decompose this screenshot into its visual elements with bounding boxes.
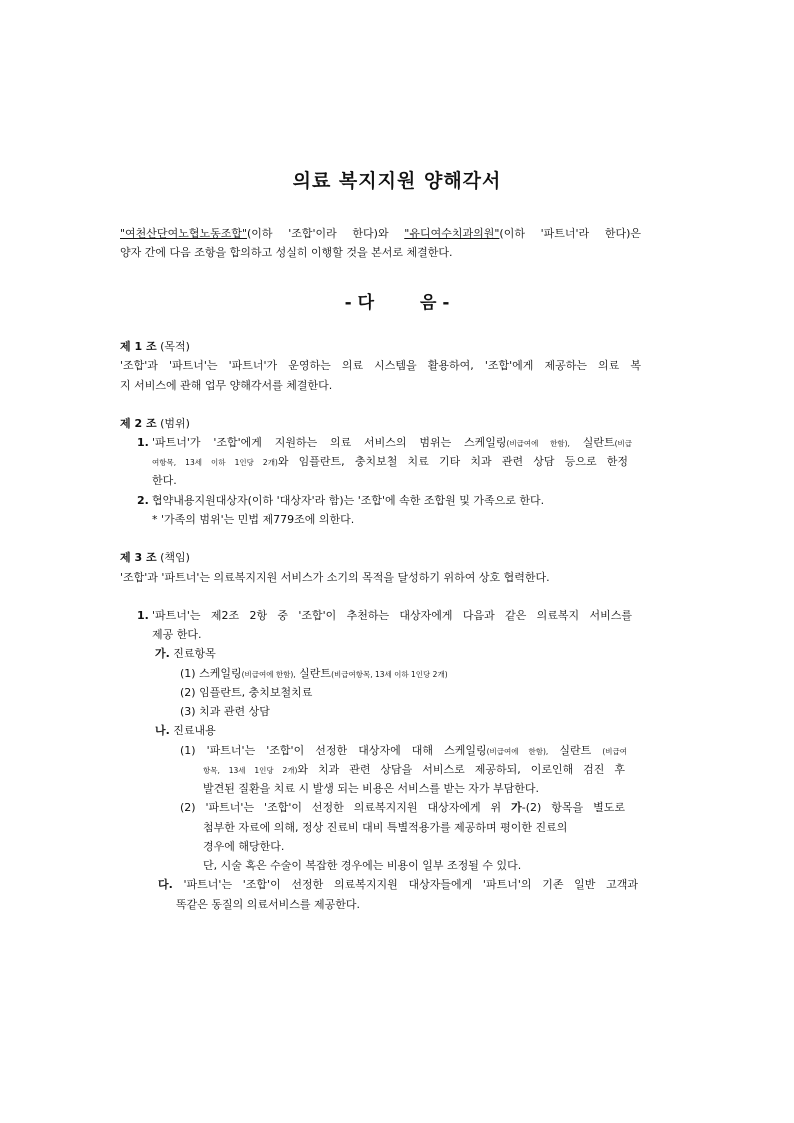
- clause-na-item-2-line-4: 단, 시술 혹은 수술이 복잡한 경우에는 비용이 일부 조정될 수 있다.: [203, 859, 522, 872]
- clause-na-item-2-line-2: 첨부한 자료에 의해, 정상 진료비 대비 특별적용가를 제공하며 평이한 진료의: [203, 821, 568, 834]
- section-heading: - 다 음 -: [344, 293, 450, 313]
- document-title: 의료 복지지원 양해각서: [292, 170, 502, 192]
- clause-na-item-1-line-1: (1) '파트너'는 '조합'이 선정한 대상자에 대해 스케일링(비급여에 한함), 실란트 (비급여: [180, 744, 627, 757]
- clause-na-item-2-line-1: (2) '파트너'는 '조합'이 선정한 의료복지지원 대상자에게 위 가-(2) 항목을 별도로: [180, 801, 625, 814]
- article-2-item-1-line-3: 한다.: [152, 474, 177, 487]
- clause-ga-title: 가. 진료항목: [155, 647, 216, 660]
- clause-na-item-1-line-3: 발견된 질환을 치료 시 발생 되는 비용은 서비스를 받는 자가 부담한다.: [203, 782, 539, 795]
- article-1-line-2: 지 서비스에 관해 업무 양해각서를 체결한다.: [120, 379, 333, 392]
- clause-na-item-2-line-3: 경우에 해당한다.: [203, 840, 285, 853]
- clause-ga-item-2: (2) 임플란트, 충치보철치료: [180, 686, 313, 699]
- clause-da-line-2: 똑같은 동질의 의료서비스를 제공한다.: [176, 898, 361, 911]
- article-2-item-2-number: 2.: [137, 494, 149, 507]
- article-3-item-1-line-1: '파트너'는 제2조 2항 중 '조합'이 추천하는 대상자에게 다음과 같은 의료복지 서비스를: [152, 609, 632, 622]
- party-a-name: "여천산단여노협노동조합": [120, 227, 248, 240]
- article-1-line-1: '조합'과 '파트너'는 '파트너'가 운영하는 의료 시스템을 활용하여, '조합'에게 제공하는 의료 복: [120, 359, 641, 372]
- article-2-item-1-line-1: '파트너'가 '조합'에게 지원하는 의료 서비스의 범위는 스케일링(비급여에 한함), 실란트(비급: [152, 436, 632, 449]
- intro-line-2: 양자 간에 다음 조항을 합의하고 성실히 이행할 것을 본서로 체결한다.: [120, 246, 453, 259]
- article-1-title: 제 1 조 (목적): [120, 340, 190, 353]
- clause-ga-item-1: (1) 스케일링(비급여에 한함), 실란트(비급여항목, 13세 이하 1인당 2개): [180, 667, 448, 680]
- article-2-item-1-number: 1.: [137, 436, 149, 449]
- article-3-line-1: '조합'과 '파트너'는 의료복지지원 서비스가 소기의 목적을 달성하기 위하여 상호 협력한다.: [120, 571, 550, 584]
- article-2-title: 제 2 조 (범위): [120, 417, 190, 430]
- intro-line-1: "여천산단여노협노동조합"(이하 '조합'이라 한다)와 "유디여수치과의원"(이하 '파트너'라 한다)은: [120, 227, 641, 240]
- article-3-title: 제 3 조 (책임): [120, 551, 190, 564]
- article-3-item-1-line-2: 제공 한다.: [152, 628, 202, 641]
- party-b-name: "유디여수치과의원": [404, 227, 500, 240]
- article-2-item-1-line-2: 여항목, 13세 이하 1인당 2개)와 임플란트, 충치보철 치료 기타 치과 관련 상담 등으로 한정: [152, 455, 628, 468]
- article-3-item-1-number: 1.: [137, 609, 149, 622]
- clause-ga-item-3: (3) 치과 관련 상담: [180, 705, 270, 718]
- clause-na-title: 나. 진료내용: [155, 724, 216, 737]
- clause-na-item-1-line-2: 항목, 13세 1인당 2개)와 치과 관련 상담을 서비스로 제공하되, 이로인해 검진 후: [203, 763, 625, 776]
- article-2-item-2-text: 협약내용지원대상자(이하 '대상자'라 함)는 '조합'에 속한 조합원 및 가족으로 한다.: [152, 494, 545, 507]
- clause-da-line-1: 다. '파트너'는 '조합'이 선정한 의료복지지원 대상자들에게 '파트너'의 기존 일반 고객과: [158, 878, 638, 891]
- article-2-item-2-note: * '가족의 범위'는 민법 제779조에 의한다.: [152, 513, 355, 526]
